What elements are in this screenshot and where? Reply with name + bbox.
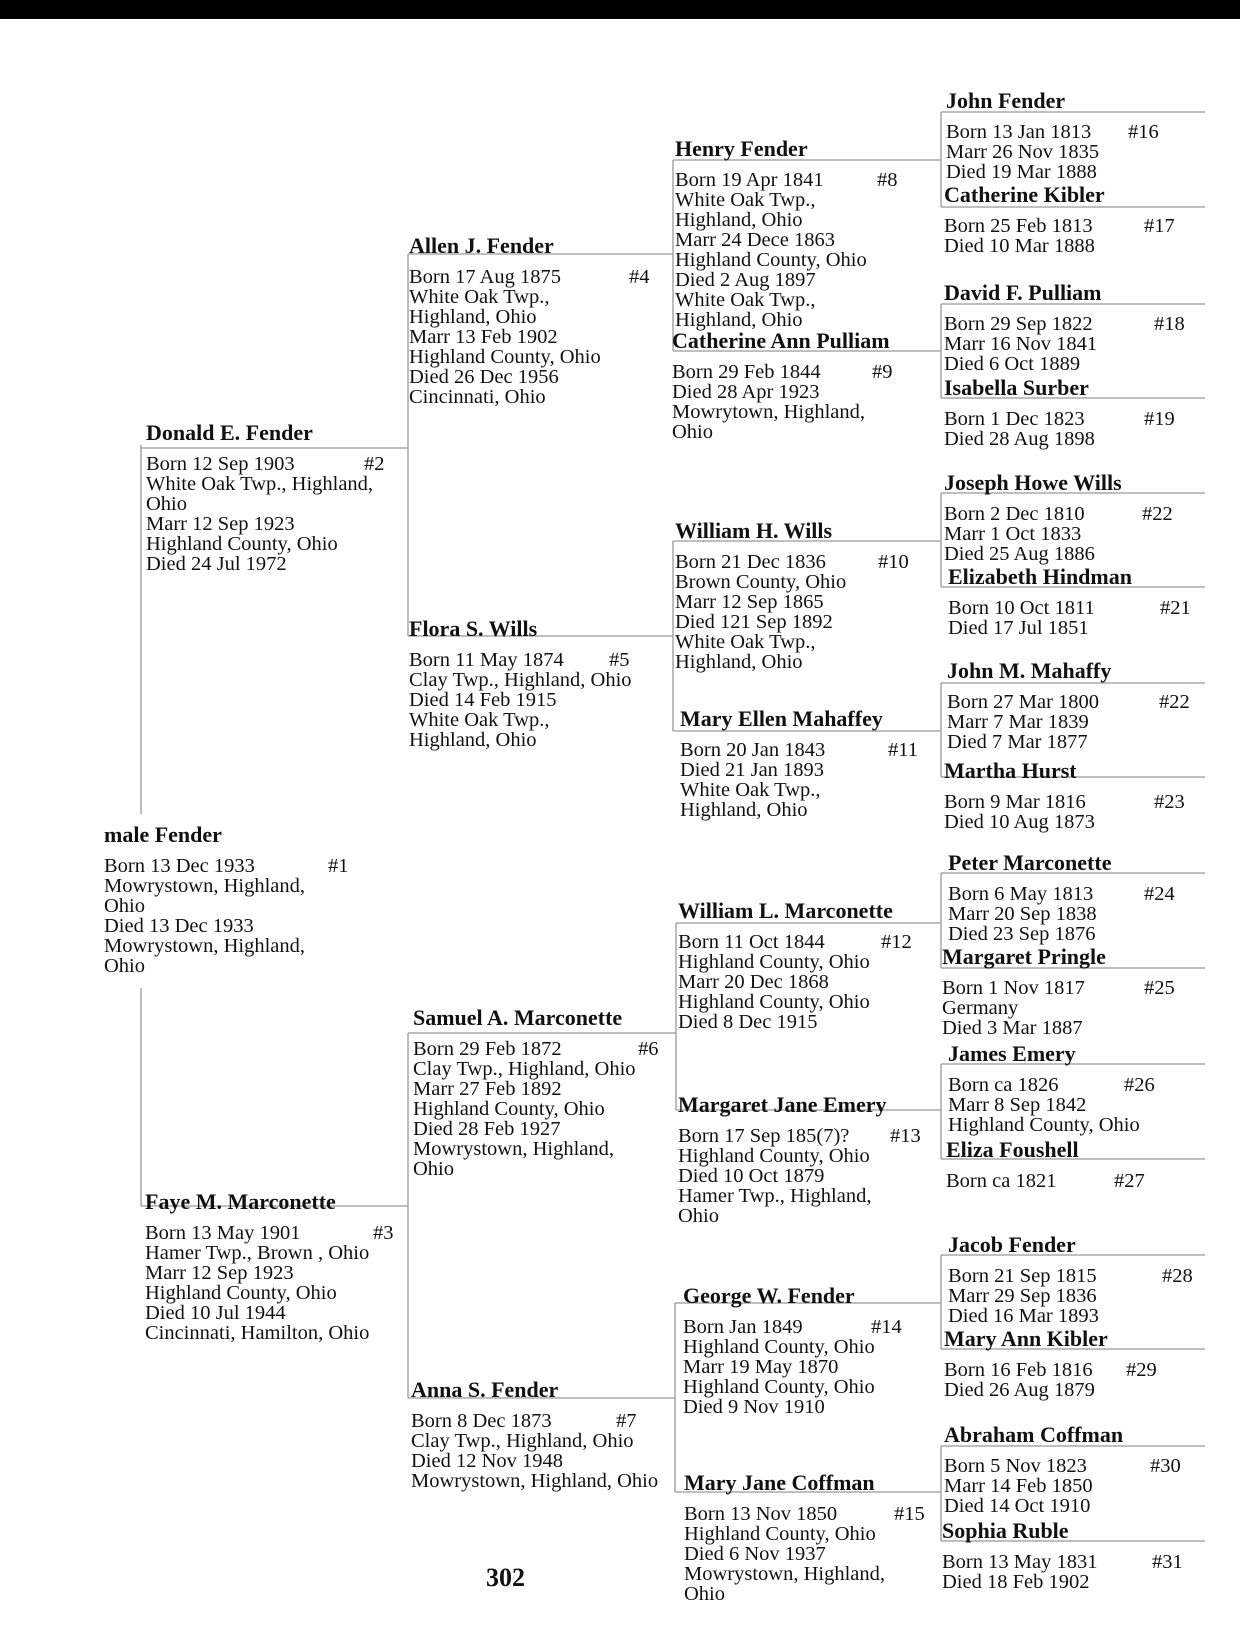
detail-line: Died 10 Jul 1944 — [145, 1302, 286, 1324]
detail-line: Highland County, Ohio — [683, 1376, 875, 1398]
detail-line: Born 13 Nov 1850 — [684, 1503, 838, 1525]
person-details — [675, 551, 909, 673]
detail-line: White Oak Twp., — [409, 709, 550, 731]
person-name: Isabella Surber — [944, 375, 1089, 400]
detail-line: Died 26 Dec 1956 — [409, 366, 559, 388]
ahnentafel-number: #26 — [1124, 1074, 1155, 1096]
detail-line: White Oak Twp., — [675, 631, 816, 653]
detail-line: Born 13 Dec 1933 — [104, 855, 255, 877]
ahnentafel-number: #16 — [1128, 121, 1159, 143]
ahnentafel-number: #1 — [328, 855, 349, 877]
person-p21 — [948, 564, 1191, 639]
detail-line: Marr 20 Sep 1838 — [948, 903, 1097, 925]
detail-line: Born ca 1826 — [948, 1074, 1059, 1096]
detail-line: Died 19 Mar 1888 — [946, 161, 1097, 183]
detail-line: Marr 13 Feb 1902 — [409, 326, 558, 348]
detail-line: Died 2 Aug 1897 — [675, 269, 816, 291]
detail-line: Died 7 Mar 1877 — [947, 731, 1088, 753]
detail-line: Germany — [942, 997, 1019, 1019]
person-name: Faye M. Marconette — [145, 1189, 336, 1214]
person-name: Mary Jane Coffman — [684, 1470, 875, 1495]
ahnentafel-number: #14 — [871, 1316, 902, 1338]
detail-line: Died 18 Feb 1902 — [942, 1571, 1090, 1593]
detail-line: Born 29 Feb 1844 — [672, 361, 821, 383]
detail-line: Highland, Ohio — [409, 306, 537, 328]
detail-line: Died 13 Dec 1933 — [104, 915, 254, 937]
person-details — [944, 408, 1175, 450]
person-p15 — [684, 1470, 925, 1605]
person-details — [948, 1074, 1155, 1136]
person-p26 — [948, 1041, 1155, 1136]
detail-line: Ohio — [146, 493, 187, 515]
detail-line: Clay Twp., Highland, Ohio — [411, 1430, 634, 1452]
detail-line: Highland County, Ohio — [675, 249, 867, 271]
person-details — [683, 1316, 902, 1418]
ahnentafel-number: #29 — [1126, 1359, 1157, 1381]
detail-line: Born 13 May 1901 — [145, 1222, 301, 1244]
detail-line: Died 12 Nov 1948 — [411, 1450, 564, 1472]
person-p22 — [947, 658, 1190, 753]
detail-line: White Oak Twp., Highland, — [146, 473, 374, 495]
detail-line: Hamer Twp., Brown , Ohio — [145, 1242, 370, 1264]
detail-line: Born 17 Sep 185(7)? — [678, 1125, 850, 1147]
ahnentafel-number: #7 — [616, 1410, 637, 1432]
person-p1 — [104, 822, 349, 977]
detail-line: Died 10 Mar 1888 — [944, 235, 1095, 257]
person-p12 — [678, 898, 912, 1033]
detail-line: Born 20 Jan 1843 — [680, 739, 826, 761]
detail-line: Died 25 Aug 1886 — [944, 543, 1095, 565]
detail-line: Died 23 Sep 1876 — [948, 923, 1096, 945]
person-name: William H. Wills — [675, 518, 833, 543]
person-p17 — [944, 182, 1175, 257]
ahnentafel-number: #21 — [1160, 597, 1191, 619]
detail-line: Marr 12 Sep 1923 — [145, 1262, 294, 1284]
ahnentafel-number: #27 — [1114, 1170, 1145, 1192]
detail-line: Born 12 Sep 1903 — [146, 453, 295, 475]
ahnentafel-number: #12 — [881, 931, 912, 953]
person-details — [947, 691, 1190, 753]
person-p20 — [944, 470, 1173, 565]
detail-line: Brown County, Ohio — [675, 571, 847, 593]
detail-line: Born 21 Sep 1815 — [948, 1265, 1097, 1287]
detail-line: Marr 24 Dece 1863 — [675, 229, 835, 251]
person-p13 — [678, 1092, 921, 1227]
person-details — [409, 650, 632, 750]
detail-line: White Oak Twp., — [680, 779, 821, 801]
person-name: George W. Fender — [683, 1283, 855, 1308]
detail-line: Marr 27 Feb 1892 — [413, 1078, 562, 1100]
person-name: Martha Hurst — [944, 758, 1077, 783]
person-details — [948, 883, 1175, 945]
person-details — [145, 1222, 394, 1344]
detail-line: Born 16 Feb 1816 — [944, 1359, 1093, 1381]
ahnentafel-number: #22 — [1159, 691, 1190, 713]
person-details — [678, 931, 912, 1033]
person-name: Abraham Coffman — [944, 1422, 1124, 1447]
detail-line: Marr 20 Dec 1868 — [678, 971, 829, 993]
person-p7 — [411, 1377, 658, 1491]
detail-line: Born 10 Oct 1811 — [948, 597, 1095, 619]
detail-line: Highland County, Ohio — [145, 1282, 337, 1304]
detail-line: Mowrystown, Highland, — [684, 1563, 886, 1585]
detail-line: Cincinnati, Hamilton, Ohio — [145, 1322, 370, 1344]
person-name: Eliza Foushell — [946, 1137, 1079, 1162]
person-name: Donald E. Fender — [146, 420, 313, 445]
ahnentafel-number: #22 — [1142, 503, 1173, 525]
person-details — [675, 169, 898, 331]
detail-line: Highland County, Ohio — [413, 1098, 605, 1120]
person-name: Flora S. Wills — [409, 616, 538, 641]
person-details — [942, 1551, 1183, 1593]
person-details — [942, 977, 1175, 1039]
person-p27 — [946, 1137, 1145, 1192]
detail-line: Died 121 Sep 1892 — [675, 611, 833, 633]
person-name: James Emery — [948, 1041, 1076, 1066]
detail-line: Died 10 Oct 1879 — [678, 1165, 825, 1187]
detail-line: Marr 12 Sep 1923 — [146, 513, 295, 535]
ahnentafel-number: #4 — [629, 266, 650, 288]
detail-line: Highland County, Ohio — [684, 1523, 876, 1545]
detail-line: Died 8 Dec 1915 — [678, 1011, 818, 1033]
person-name: Elizabeth Hindman — [948, 564, 1132, 589]
detail-line: Highland, Ohio — [680, 799, 808, 821]
detail-line: White Oak Twp., — [675, 289, 816, 311]
detail-line: Died 21 Jan 1893 — [680, 759, 825, 781]
person-p6 — [413, 1005, 659, 1180]
person-name: Margaret Pringle — [942, 944, 1106, 969]
detail-line: Born 13 May 1831 — [942, 1551, 1098, 1573]
ahnentafel-number: #8 — [877, 169, 898, 191]
detail-line: Died 14 Oct 1910 — [944, 1495, 1091, 1517]
detail-line: Ohio — [104, 895, 145, 917]
detail-line: Marr 12 Sep 1865 — [675, 591, 824, 613]
person-name: Mary Ellen Mahaffey — [680, 706, 883, 731]
detail-line: Born 1 Dec 1823 — [944, 408, 1085, 430]
detail-line: Born 21 Dec 1836 — [675, 551, 826, 573]
detail-line: Highland County, Ohio — [948, 1114, 1140, 1136]
person-p25 — [942, 944, 1175, 1039]
detail-line: Born 25 Feb 1813 — [944, 215, 1093, 237]
ahnentafel-number: #11 — [888, 739, 918, 761]
person-details — [672, 361, 893, 443]
detail-line: Born 11 Oct 1844 — [678, 931, 825, 953]
detail-line: Died 28 Feb 1927 — [413, 1118, 561, 1140]
detail-line: Born 6 May 1813 — [948, 883, 1094, 905]
detail-line: Born ca 1821 — [946, 1170, 1057, 1192]
detail-line: Ohio — [684, 1583, 725, 1605]
detail-line: Born 29 Feb 1872 — [413, 1038, 562, 1060]
person-p24 — [948, 850, 1175, 945]
detail-line: Clay Twp., Highland, Ohio — [413, 1058, 636, 1080]
person-details — [944, 215, 1175, 257]
person-details — [411, 1411, 658, 1491]
person-name: Allen J. Fender — [409, 233, 554, 258]
person-p14 — [683, 1283, 902, 1418]
detail-line: Ohio — [413, 1158, 454, 1180]
detail-line: Hamer Twp., Highland, — [678, 1185, 872, 1207]
detail-line: Highland, Ohio — [409, 729, 537, 751]
detail-line: Highland County, Ohio — [683, 1336, 875, 1358]
detail-line: Died 6 Oct 1889 — [944, 353, 1081, 375]
person-details — [944, 1455, 1181, 1517]
person-details — [146, 453, 385, 575]
detail-line: Cincinnati, Ohio — [409, 386, 546, 408]
detail-line: Born 29 Sep 1822 — [944, 313, 1093, 335]
detail-line: Died 9 Nov 1910 — [683, 1396, 825, 1418]
ahnentafel-number: #23 — [1154, 791, 1185, 813]
person-name: John M. Mahaffy — [947, 658, 1112, 683]
ahnentafel-number: #25 — [1144, 977, 1175, 999]
person-name: Catherine Kibler — [944, 182, 1105, 207]
person-details — [944, 1359, 1157, 1401]
person-p19 — [944, 375, 1175, 450]
ahnentafel-number: #18 — [1154, 313, 1185, 335]
person-name: Henry Fender — [675, 136, 808, 161]
person-details — [409, 266, 650, 408]
person-details — [678, 1125, 921, 1227]
ahnentafel-number: #17 — [1144, 215, 1175, 237]
detail-line: Ohio — [104, 955, 145, 977]
detail-line: Highland County, Ohio — [678, 1145, 870, 1167]
detail-line: Died 28 Apr 1923 — [672, 381, 820, 403]
detail-line: Born 8 Dec 1873 — [411, 1410, 552, 1432]
detail-line: Died 16 Mar 1893 — [948, 1305, 1099, 1327]
person-p30 — [944, 1422, 1181, 1517]
detail-line: Born 9 Mar 1816 — [944, 791, 1086, 813]
ahnentafel-number: #24 — [1144, 883, 1175, 905]
person-p28 — [948, 1232, 1193, 1327]
person-details — [946, 1170, 1145, 1192]
detail-line: Highland, Ohio — [675, 209, 803, 231]
person-name: Sophia Ruble — [942, 1518, 1069, 1543]
detail-line: Mowrytown, Highland, — [672, 401, 866, 423]
ahnentafel-number: #28 — [1162, 1265, 1193, 1287]
page-number: 302 — [486, 1563, 525, 1592]
person-name: Jacob Fender — [948, 1232, 1076, 1257]
person-details — [684, 1503, 925, 1605]
person-details — [946, 121, 1159, 183]
person-details — [948, 597, 1191, 639]
person-p31 — [942, 1518, 1183, 1593]
ahnentafel-number: #15 — [894, 1503, 925, 1525]
person-p18 — [944, 280, 1185, 375]
detail-line: Born 2 Dec 1810 — [944, 503, 1085, 525]
detail-line: Clay Twp., Highland, Ohio — [409, 669, 632, 691]
ahnentafel-number: #5 — [609, 649, 630, 671]
detail-line: Highland, Ohio — [675, 651, 803, 673]
detail-line: Born 17 Aug 1875 — [409, 266, 562, 288]
person-p2 — [146, 420, 385, 575]
detail-line: Died 14 Feb 1915 — [409, 689, 557, 711]
detail-line: Mowrystown, Highland, Ohio — [411, 1470, 659, 1492]
person-details — [944, 791, 1185, 833]
ahnentafel-number: #31 — [1152, 1551, 1183, 1573]
person-p5 — [409, 616, 632, 750]
detail-line: Highland County, Ohio — [146, 533, 338, 555]
detail-line: Marr 29 Sep 1836 — [948, 1285, 1097, 1307]
detail-line: Mowrystown, Highland, — [413, 1138, 615, 1160]
detail-line: Marr 26 Nov 1835 — [946, 141, 1100, 163]
ahnentafel-number: #2 — [364, 453, 385, 475]
detail-line: Highland, Ohio — [675, 309, 803, 331]
detail-line: Ohio — [672, 421, 713, 443]
detail-line: Died 28 Aug 1898 — [944, 428, 1095, 450]
detail-line: White Oak Twp., — [675, 189, 816, 211]
detail-line: Marr 1 Oct 1833 — [944, 523, 1082, 545]
person-p16 — [946, 88, 1159, 183]
person-p10 — [675, 518, 909, 673]
person-p8 — [675, 136, 898, 331]
detail-line: Mowrystown, Highland, — [104, 875, 306, 897]
person-name: Catherine Ann Pulliam — [672, 328, 890, 353]
detail-line: Died 10 Aug 1873 — [944, 811, 1095, 833]
person-name: male Fender — [104, 822, 222, 847]
ahnentafel-number: #13 — [890, 1125, 921, 1147]
detail-line: Born 11 May 1874 — [409, 649, 564, 671]
person-details — [944, 503, 1173, 565]
person-p9 — [672, 328, 893, 443]
detail-line: Highland County, Ohio — [678, 951, 870, 973]
person-name: Joseph Howe Wills — [944, 470, 1122, 495]
person-name: Mary Ann Kibler — [944, 1326, 1108, 1351]
person-name: Margaret Jane Emery — [678, 1092, 887, 1117]
person-name: John Fender — [946, 88, 1066, 113]
detail-line: Mowrystown, Highland, — [104, 935, 306, 957]
person-p23 — [944, 758, 1185, 833]
person-name: Samuel A. Marconette — [413, 1005, 623, 1030]
detail-line: Marr 7 Mar 1839 — [947, 711, 1089, 733]
ahnentafel-number: #3 — [373, 1222, 394, 1244]
detail-line: Died 3 Mar 1887 — [942, 1017, 1083, 1039]
detail-line: Marr 19 May 1870 — [683, 1356, 839, 1378]
detail-line: Born 5 Nov 1823 — [944, 1455, 1087, 1477]
ahnentafel-number: #9 — [872, 361, 893, 383]
detail-line: Born Jan 1849 — [683, 1316, 803, 1338]
detail-line: White Oak Twp., — [409, 286, 550, 308]
detail-line: Marr 14 Feb 1850 — [944, 1475, 1093, 1497]
detail-line: Born 13 Jan 1813 — [946, 121, 1092, 143]
person-name: Peter Marconette — [948, 850, 1112, 875]
person-name: Anna S. Fender — [411, 1377, 559, 1402]
person-p29 — [944, 1326, 1157, 1401]
person-details — [104, 855, 349, 977]
person-p3 — [145, 1189, 394, 1344]
detail-line: Marr 16 Nov 1841 — [944, 333, 1098, 355]
person-details — [944, 313, 1185, 375]
detail-line: Died 17 Jul 1851 — [948, 617, 1089, 639]
detail-line: Born 1 Nov 1817 — [942, 977, 1085, 999]
person-details — [413, 1038, 659, 1180]
person-details — [680, 739, 918, 821]
ahnentafel-number: #10 — [878, 551, 909, 573]
detail-line: Born 27 Mar 1800 — [947, 691, 1100, 713]
detail-line: Highland County, Ohio — [409, 346, 601, 368]
detail-line: Died 26 Aug 1879 — [944, 1379, 1095, 1401]
person-name: David F. Pulliam — [944, 280, 1102, 305]
detail-line: Ohio — [678, 1205, 719, 1227]
person-p4 — [409, 233, 650, 408]
detail-line: Born 19 Apr 1841 — [675, 169, 824, 191]
ahnentafel-number: #6 — [638, 1038, 659, 1060]
ahnentafel-number: #30 — [1150, 1455, 1181, 1477]
detail-line: Highland County, Ohio — [678, 991, 870, 1013]
person-p11 — [680, 706, 918, 821]
detail-line: Died 24 Jul 1972 — [146, 553, 287, 575]
person-details — [948, 1265, 1193, 1327]
ahnentafel-number: #19 — [1144, 408, 1175, 430]
person-name: William L. Marconette — [678, 898, 893, 923]
detail-line: Marr 8 Sep 1842 — [948, 1094, 1087, 1116]
detail-line: Died 6 Nov 1937 — [684, 1543, 826, 1565]
